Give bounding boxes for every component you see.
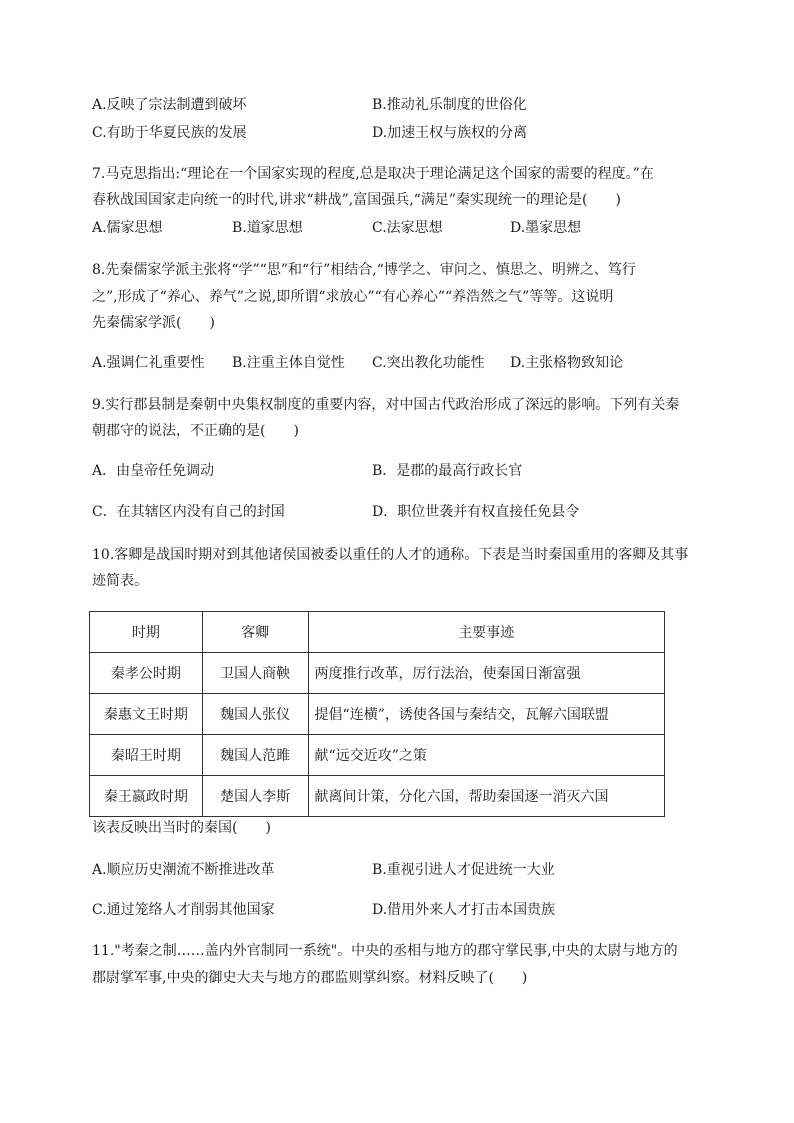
table-header-period: 时期 [90,612,203,653]
q9-stem-line-1: 9.实行郡县制是秦朝中央集权制度的重要内容，对中国古代政治形成了深远的影响。下列有关秦 [92,397,680,413]
q10-option-b: B.重视引进人才促进统一大业 [372,862,555,878]
q6-option-d: D.加速王权与族权的分离 [372,125,528,141]
q7-stem-line-2: 春秋战国国家走向统一的时代,讲求“耕战”,富国强兵,“满足”秦实现统一的理论是( ) [92,192,621,208]
q7-option-d: D.墨家思想 [510,220,582,236]
table-cell-period: 秦王嬴政时期 [90,776,203,817]
table-cell-period: 秦孝公时期 [90,653,203,694]
q6-option-b: B.推动礼乐制度的世俗化 [372,97,527,113]
table-cell-guest: 魏国人范雎 [202,735,308,776]
table-row [90,735,665,776]
q6-option-c: C.有助于华夏民族的发展 [92,125,247,141]
q8-stem-line-1: 8.先秦儒家学派主张将“学”“思”和“行”相结合,“博学之、审问之、慎思之、明辨之、笃行 [92,262,636,278]
table-cell-guest: 楚国人李斯 [202,776,308,817]
table-row [90,694,665,735]
q11-stem-line-1: 11."考秦之制……盖内外官制同一系统"。中央的丞相与地方的郡守掌民事,中央的太尉与地方的 [92,943,678,959]
q8-stem-line-3: 先秦儒家学派( ) [92,315,215,331]
table-cell-period: 秦昭王时期 [90,735,203,776]
table-cell-period: 秦惠文王时期 [90,694,203,735]
q7-option-a: A.儒家思想 [92,220,163,236]
table-cell-deeds: 提倡“连横”，诱使各国与秦结交，瓦解六国联盟 [308,694,664,735]
q7-option-b: B.道家思想 [232,220,303,236]
table-row [90,653,665,694]
q10-option-a: A.顺应历史潮流不断推进改革 [92,862,275,878]
q11-stem-line-2: 郡尉掌军事,中央的御史大夫与地方的郡监则掌纠察。材料反映了( ) [92,970,528,986]
table-cell-deeds: 献离间计策，分化六国，帮助秦国逐一消灭六国 [308,776,664,817]
q8-option-b: B.注重主体自觉性 [232,355,345,371]
q9-option-c: C．在其辖区内没有自己的封国 [92,504,285,520]
q8-stem-line-2: 之”,形成了“养心、养气”之说,即所谓“求放心”“有心养心”“养浩然之气”等等。这说明 [92,289,614,305]
q10-option-c: C.通过笼络人才削弱其他国家 [92,902,275,918]
table-cell-guest: 魏国人张仪 [202,694,308,735]
q10-table [89,611,665,817]
q7-option-c: C.法家思想 [372,220,443,236]
table-cell-guest: 卫国人商鞅 [202,653,308,694]
table-header-deeds: 主要事迹 [308,612,664,653]
q8-option-a: A.强调仁礼重要性 [92,355,205,371]
q9-option-b: B．是郡的最高行政长官 [372,463,523,479]
q10-option-d: D.借用外来人才打击本国贵族 [372,902,556,918]
q6-option-a: A.反映了宗法制遭到破坏 [92,97,247,113]
q9-stem-line-2: 朝郡守的说法，不正确的是( ) [92,423,299,439]
q10-stem-line-1: 10.客卿是战国时期对到其他诸侯国被委以重任的人才的通称。下表是当时秦国重用的客卿及其事 [92,547,689,563]
q8-option-d: D.主张格物致知论 [510,355,624,371]
q7-stem-line-1: 7.马克思指出:“理论在一个国家实现的程度,总是取决于理论满足这个国家的需要的程度。”在 [92,166,654,182]
table-row [90,776,665,817]
q9-option-d: D．职位世袭并有权直接任免县令 [372,504,580,520]
q9-option-a: A．由皇帝任免调动 [92,463,215,479]
table-header-row [90,612,665,653]
table-header-guest: 客卿 [202,612,308,653]
table-cell-deeds: 两度推行改革，厉行法治，使秦国日渐富强 [308,653,664,694]
q8-option-c: C.突出教化功能性 [372,355,485,371]
table-cell-deeds: 献“远交近攻”之策 [308,735,664,776]
q10-stem-line-2: 迹简表。 [92,573,148,589]
q10-after-table: 该表反映出当时的秦国( ) [92,820,271,836]
